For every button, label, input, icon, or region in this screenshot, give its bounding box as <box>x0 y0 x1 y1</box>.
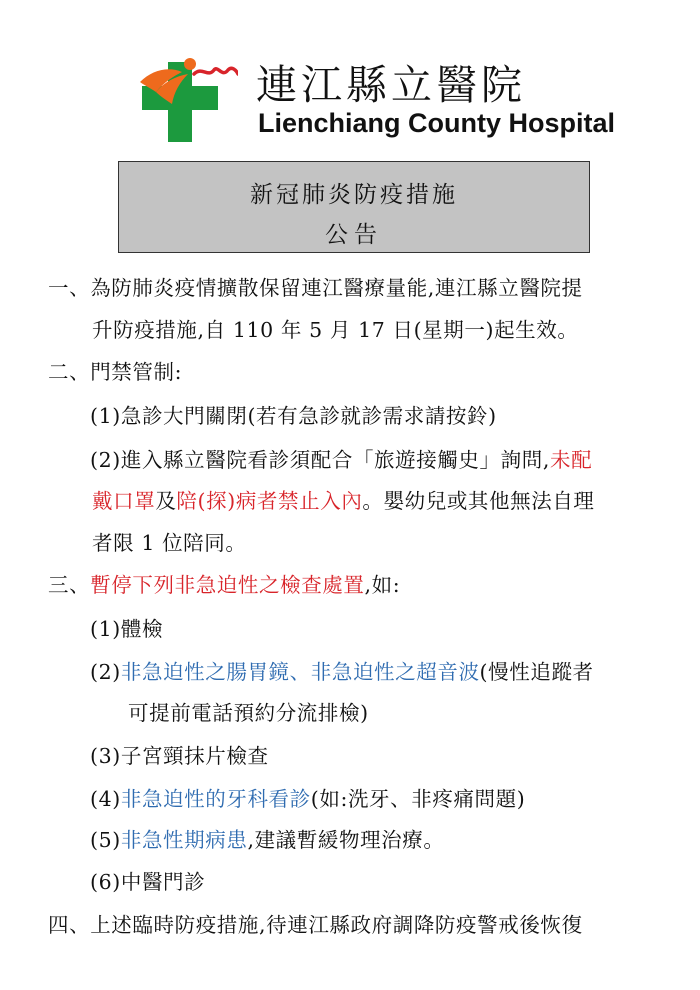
item-3-point-4-blue-text: 非急迫性的牙科看診 <box>120 787 311 811</box>
item-3-point-5-number: (5) <box>90 828 121 852</box>
item-3-point-6: (6)中醫門診 <box>90 870 206 894</box>
item-2-point-2-red-text: 未配 <box>549 448 593 472</box>
visitor-ban-text: 陪(探)病者禁止入內 <box>176 489 363 513</box>
notice-subtitle: 公告 <box>325 222 383 248</box>
item-2-point-2-line-3: 者限 1 位陪同。 <box>92 531 247 555</box>
item-3-heading-end: ,如: <box>364 573 401 597</box>
item-3-number: 三、 <box>48 573 91 597</box>
item-2-heading: 二、門禁管制: <box>48 360 183 384</box>
item-2-point-2-text: (2)進入縣立醫院看診須配合「旅遊接觸史」詢問, <box>90 448 550 472</box>
item-3-point-5 <box>90 830 444 851</box>
item-3-point-5-end: ,建議暫緩物理治療。 <box>247 828 445 852</box>
item-2-point-2-line-2 <box>92 491 595 512</box>
connector-text: 及 <box>155 489 177 513</box>
item-1-line-2: 升防疫措施,自 110 年 5 月 17 日(星期一)起生效。 <box>92 318 579 342</box>
item-3-point-4-number: (4) <box>90 787 121 811</box>
item-3-point-4 <box>90 789 525 810</box>
item-3-point-3: (3)子宮頸抹片檢查 <box>90 744 269 768</box>
item-1-line-1: 一、為防肺炎疫情擴散保留連江醫療量能,連江縣立醫院提 <box>48 276 583 300</box>
hospital-name-chinese: 連江縣立醫院 <box>256 61 526 109</box>
item-3-point-2-blue-text: 非急迫性之腸胃鏡、非急迫性之超音波 <box>120 660 480 684</box>
item-3-heading <box>48 575 400 596</box>
item-3-point-5-blue-text: 非急性期病患 <box>120 828 248 852</box>
item-3-red-heading: 暫停下列非急迫性之檢查處置 <box>90 573 365 597</box>
hospital-name-english: Lienchiang County Hospital <box>258 108 616 138</box>
item-4-line-1: 四、上述臨時防疫措施,待連江縣政府調降防疫警戒後恢復 <box>48 913 583 937</box>
item-3-point-2-number: (2) <box>90 660 121 684</box>
item-3-point-4-end: (如:洗牙、非疼痛問題) <box>310 787 526 811</box>
item-3-point-1: (1)體檢 <box>90 617 164 641</box>
mask-required-text: 戴口罩 <box>92 489 156 513</box>
item-3-point-2 <box>90 662 594 683</box>
infant-exception-text: 。嬰幼兒或其他無法自理 <box>362 489 595 513</box>
title-box <box>118 161 590 253</box>
item-3-point-2-continuation: 可提前電話預約分流排檢) <box>128 701 369 725</box>
item-2-point-2-line-1 <box>90 450 592 471</box>
item-3-point-2-end: (慢性追蹤者 <box>479 660 594 684</box>
hospital-cross-logo-icon <box>138 52 238 144</box>
item-2-point-1: (1)急診大門關閉(若有急診就診需求請按鈴) <box>90 404 497 428</box>
notice-title: 新冠肺炎防疫措施 <box>250 182 458 208</box>
